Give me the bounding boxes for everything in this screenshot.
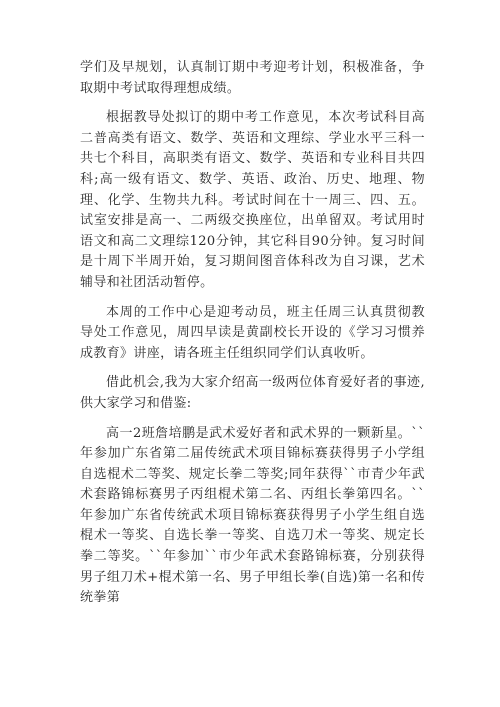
paragraph-5: 高一2班詹培鹏是武术爱好者和武术界的一颗新星。``年参加广东省第二届传统武术项目锦标赛获得男子小学组自选棍术二等奖、规定长拳二等奖;同年获得``市青少年武术套路锦标赛男子丙组棍术第二名、丙组长拳第四名。``年参加广东省传统武术项目锦标赛获得男子小学生组自选棍术一等奖、自选长拳一等奖、自选刀术一等奖、规定长拳二等奖。``年参加``市少年武术套路锦标赛，分别获得男子组刀术+棍术第一名、男子甲组长拳(自选)第一名和传统拳第 bbox=[80, 425, 425, 606]
paragraph-2: 根据教导处拟订的期中考工作意见，本次考试科目高二普高类有语文、数学、英语和文理综、学业水平三科一共七个科目，高职类有语文、数学、英语和专业科目共四科;高一级有语文、数学、英语、政治、历史、地理、物理、化学、生物共九科。考试时间在十一周三、四、五。试室安排是高一、二两级交换座位，出单留双。考试用时语文和高二文理综120分钟，其它科目90分钟。复习时间是十周下半周开始，复习期间图音体科改为自习课，艺术辅导和社团活动暂停。 bbox=[80, 110, 425, 290]
paragraph-3: 本周的工作中心是迎考动员，班主任周三认真贯彻教导处工作意见，周四早读是黄副校长开设的《学习习惯养成教育》讲座，请各班主任组织同学们认真收听。 bbox=[80, 304, 425, 361]
document-page bbox=[80, 58, 425, 609]
paragraph-4: 借此机会,我为大家介绍高一级两位体育爱好者的事迹,供大家学习和借鉴: bbox=[80, 375, 425, 411]
paragraph-1: 学们及早规划，认真制订期中考迎考计划，积极准备，争取期中考试取得理想成绩。 bbox=[80, 60, 425, 96]
